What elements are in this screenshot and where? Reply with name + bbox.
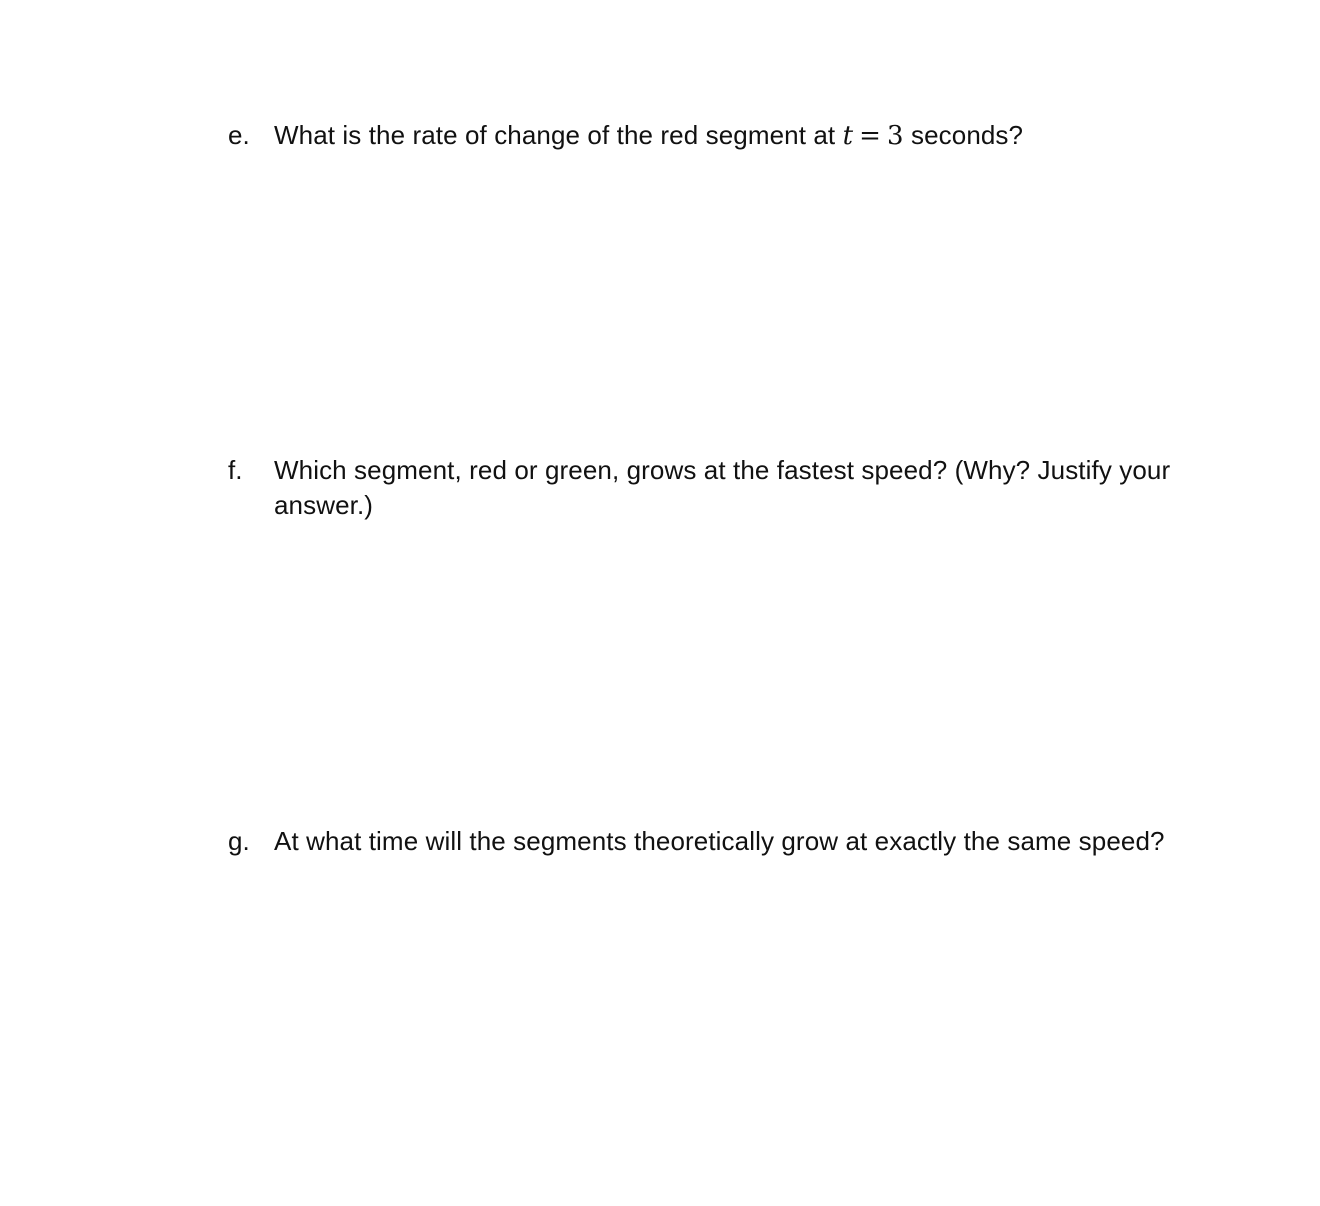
question-e-text-before: What is the rate of change of the red segment at [274,120,843,150]
question-e-letter: e. [228,120,250,150]
math-value: 3 [887,121,904,151]
question-f-letter: f. [228,455,243,485]
math-variable-t: t [842,121,854,151]
question-e-text [274,118,1204,154]
question-f-text: Which segment, red or green, grows at the fastest speed? (Why? Justify your answer.) [274,455,1171,520]
question-e-text-after: seconds? [903,120,1024,150]
question-g-text: At what time will the segments theoretically grow at exactly the same speed? [274,826,1165,856]
question-g-letter: g. [228,826,250,856]
math-equals-sign: = [859,121,882,151]
